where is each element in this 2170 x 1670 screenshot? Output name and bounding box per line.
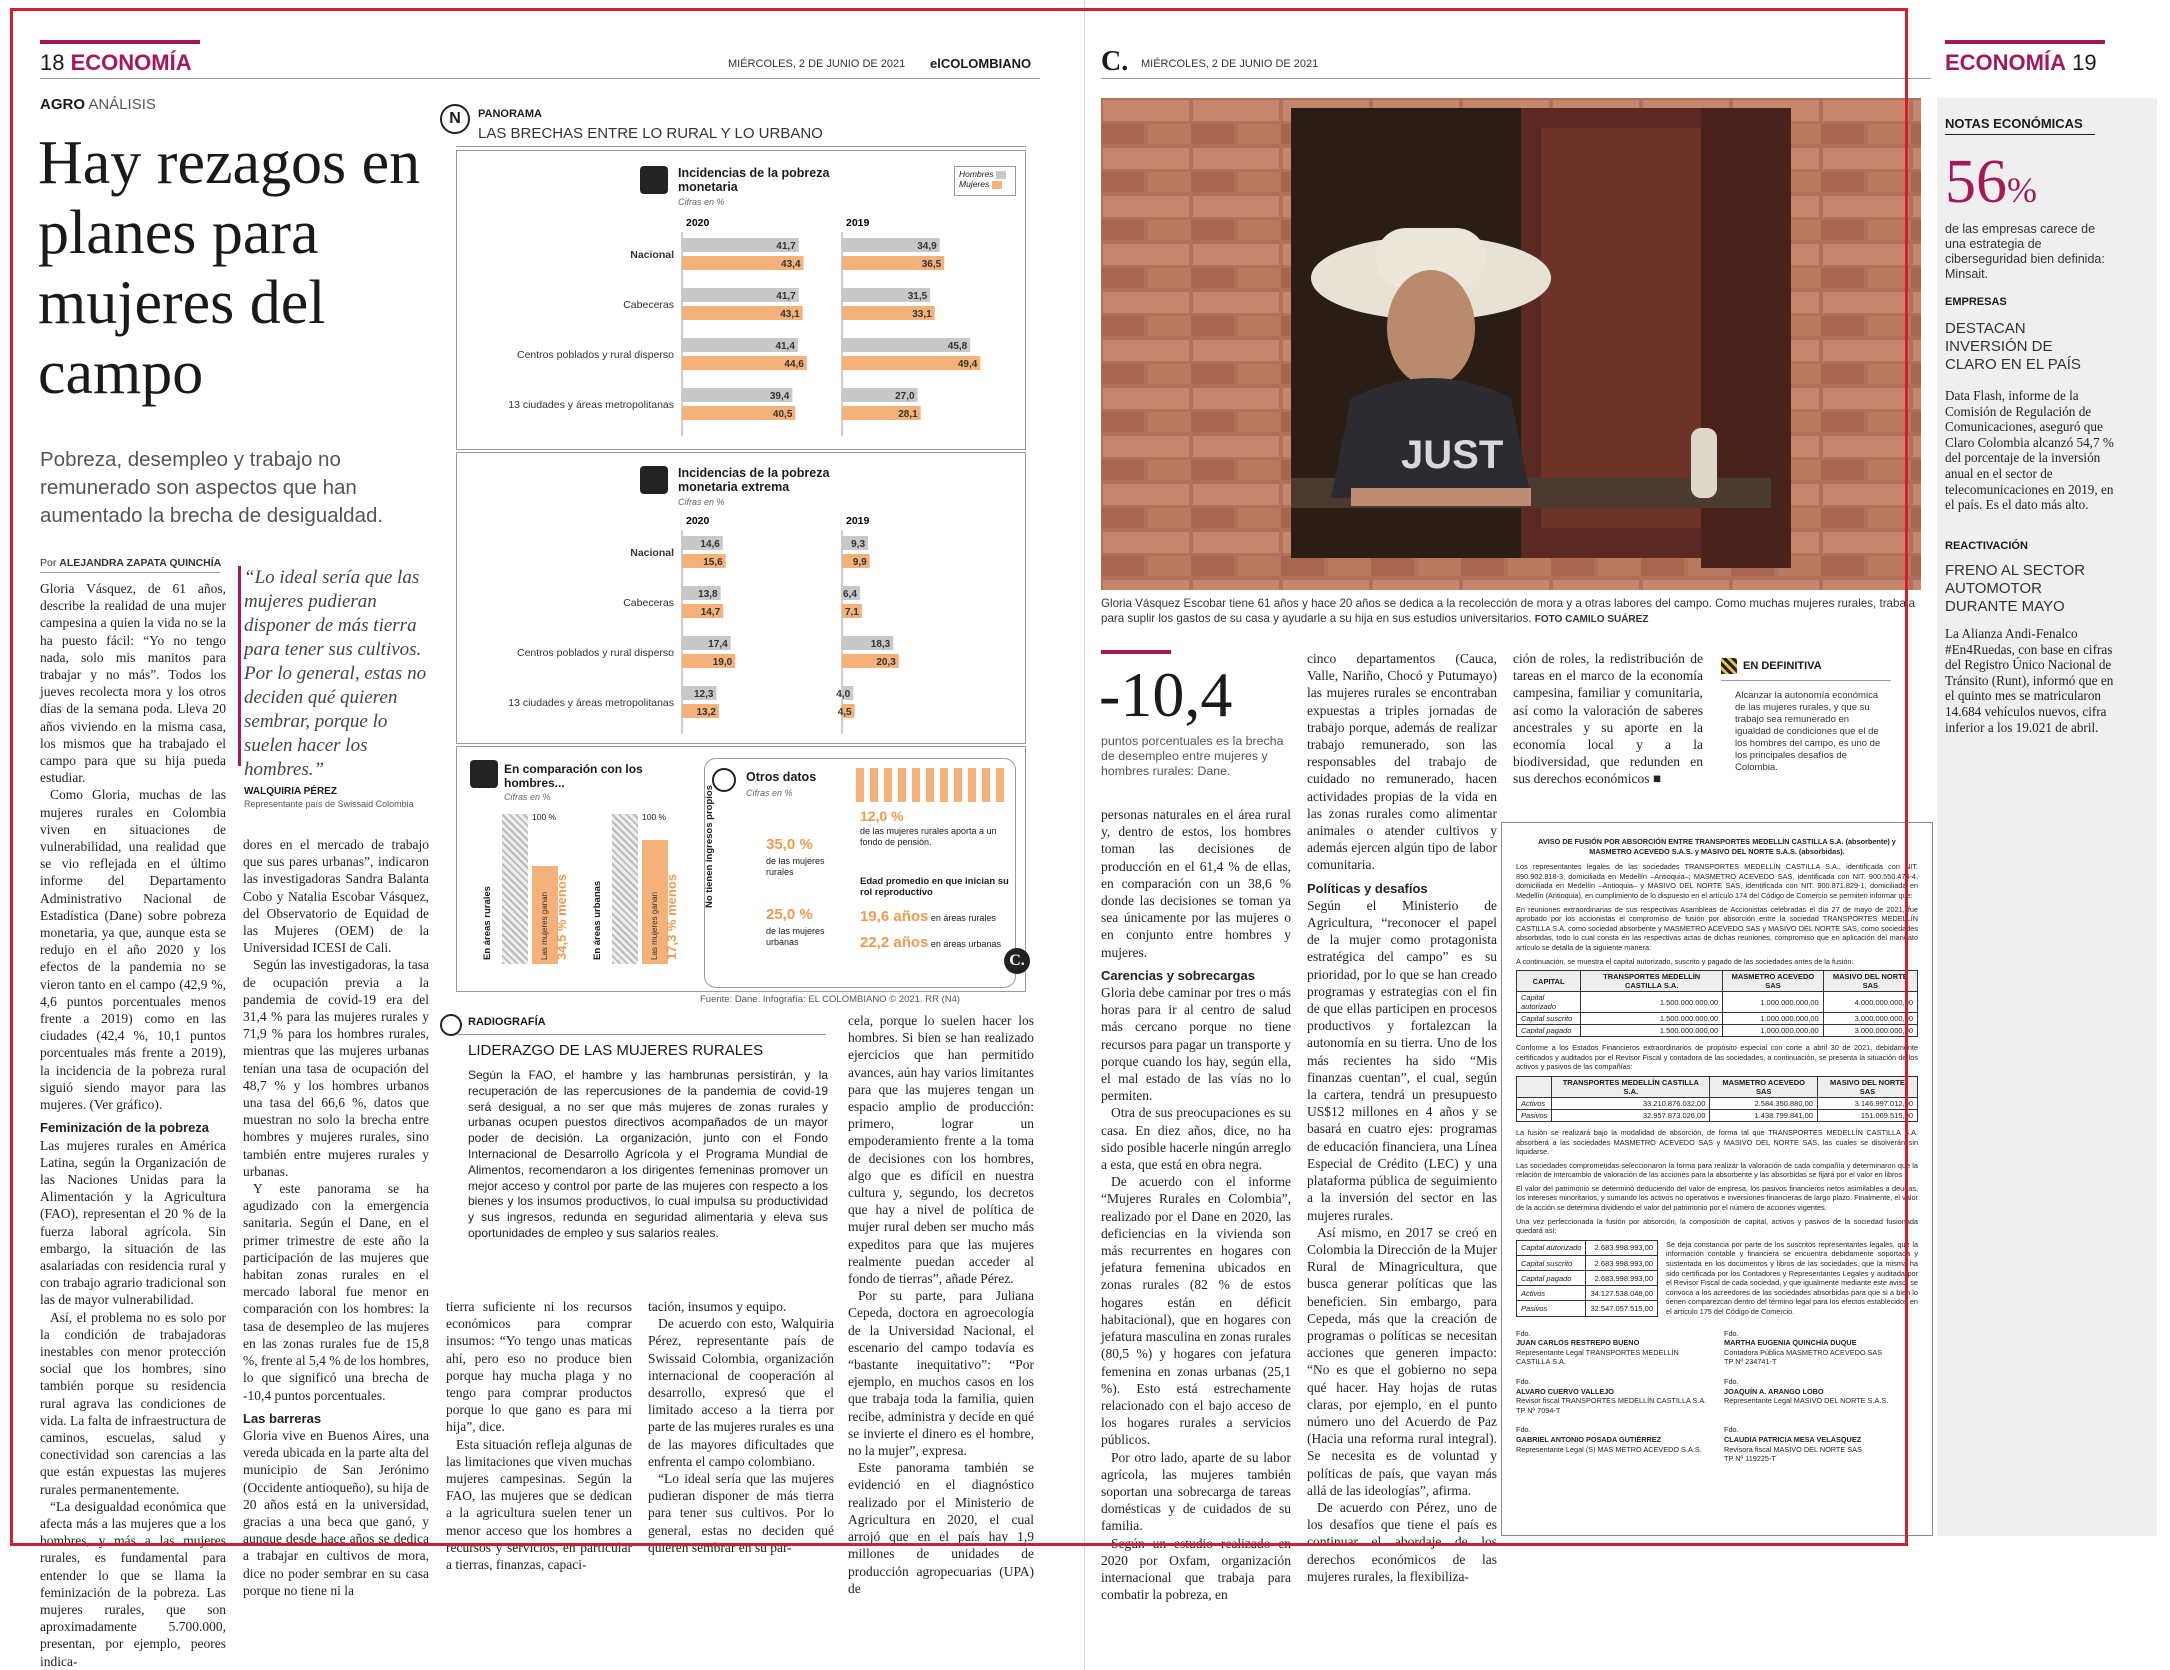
notice-paragraph: Conforme a los Estados Financieros extraordinarios de propósito especial con corte a abril 30 de 2021, debidamente certificados y auditados por el Revisor Fiscal y contadora de las sociedades, a continuación, se presenta la situación de los activos y pasivos de las compañías: [1516, 1043, 1918, 1072]
signature-block [1516, 1425, 1710, 1463]
signature-role: Representante Legal (S) MAS METRO ACEVEDO S.A.S. [1516, 1444, 1702, 1454]
table-cell: 2.584.350.880,00 [1710, 1097, 1818, 1109]
sidebar-big-text: de las empresas carece de una estrategia de ciberseguridad bien definida: Minsait. [1945, 222, 2105, 281]
bar-value: 41,4 [775, 341, 795, 352]
pension-label: de las mujeres rurales aporta a un fondo de pensión. [860, 826, 997, 847]
table-header: MASMETRO ACEVEDO SAS [1723, 971, 1823, 992]
table-cell: Pasivos [1517, 1109, 1552, 1121]
paragraph: “Lo ideal sería que las mujeres pudieran disponer de más tierra para tener sus cultivos. Por lo general, estas no deciden qué quieren sembrar en su par- [648, 1471, 834, 1555]
paragraph: Otra de sus preocupaciones es su casa. En diez años, dice, no ha sido posible hacerle ningún arreglo a esta, que está en obra negra. [1101, 1105, 1291, 1173]
bar-value: 39,4 [769, 391, 790, 402]
compare-title: En comparación con los hombres... [504, 762, 643, 790]
notice-title: AVISO DE FUSIÓN POR ABSORCIÓN ENTRE TRANSPORTES MEDELLÍN CASTILLA S.A. (absorbente) y MASMETRO ACEVEDO S.A.S. y MASIVO DEL NORTE S.A.S. (absorbidas). [1538, 837, 1896, 856]
subhead: Feminización de la pobreza [40, 1120, 210, 1136]
table-cell: Capital suscrito [1517, 1255, 1586, 1270]
legend-women: Mujeres [959, 179, 990, 189]
info-kicker: PANORAMA [478, 108, 542, 120]
table-cell: Capital pagado [1517, 1271, 1586, 1286]
table-cell: 2.683.998.993,00 [1586, 1271, 1658, 1286]
paragraph: personas naturales en el área rural y, dentro de estos, los hombres toman las decisiones de producción en el 61,4 % de ellas, en comparación con un 38,6 % donde las decisiones se toman ya sea únicamente por las mujeres o en conjunto entre hombres y mujeres. [1101, 807, 1291, 960]
table-header: MASIVO DEL NORTE SAS [1817, 1076, 1917, 1097]
panorama-icon: N [440, 104, 470, 134]
compare-base-label: 100 % [642, 812, 667, 822]
bar-value: 33,1 [912, 309, 932, 320]
table-header: MASIVO DEL NORTE SAS [1823, 971, 1917, 992]
deck: Pobreza, desempleo y trabajo no remunerado son aspectos que han aumentado la brecha de desigualdad. [40, 448, 384, 527]
pull-quote: “Lo ideal sería que las mujeres pudieran disponer de más tierra para tener sus cultivos. Por lo general, estas no deciden qué quieren sembrar, porque lo suelen hacer los hombres.” [244, 567, 427, 780]
article-column-3 [446, 1298, 632, 1573]
bar-value: 7,1 [844, 607, 859, 618]
category-label: Centros poblados y rural disperso [517, 647, 674, 659]
chart2-unit: Cifras en % [678, 497, 725, 507]
table-cell: Activos [1517, 1097, 1552, 1109]
legend-swatch-men [996, 171, 1006, 179]
sidebar-title: NOTAS ECONÓMICAS [1945, 116, 2083, 131]
compare-item [480, 814, 570, 964]
compare-item [590, 814, 680, 964]
subhead: Políticas y desafíos [1307, 880, 1428, 896]
table-row [1517, 1286, 1658, 1301]
table-row [1517, 1271, 1658, 1286]
table-cell: Capital autorizado [1517, 1240, 1586, 1255]
sidebar-s2-title: FRENO AL SECTOR AUTOMOTOR DURANTE MAYO [1945, 562, 2086, 615]
signature-name: JOAQUÍN A. ARANGO LOBO [1724, 1386, 1824, 1396]
bar-value: 43,4 [781, 259, 801, 270]
table-header: TRANSPORTES MEDELLÍN CASTILLA S.A. [1581, 971, 1723, 992]
merged-table [1516, 1240, 1658, 1317]
chart2-title: Incidencias de la pobreza monetaria extrema [678, 466, 830, 494]
article-column-b [1307, 650, 1497, 1584]
table-row [1517, 1025, 1918, 1037]
page-number-right: ECONOMÍA 19 [1945, 50, 2097, 75]
pension-value: 12,0 % [860, 808, 904, 824]
signature-role: Representante Legal MASIVO DEL NORTE S.A.S. [1724, 1396, 1889, 1406]
bar-value: 41,7 [776, 241, 796, 252]
subhead: Carencias y sobrecargas [1101, 967, 1255, 983]
table-cell: Pasivos [1517, 1301, 1586, 1316]
chart-poverty [456, 214, 1026, 444]
info-title: LAS BRECHAS ENTRE LO RURAL Y LO URBANO [478, 125, 823, 142]
table-cell: 1.000.000.000,00 [1723, 1025, 1823, 1037]
paragraph: Gloria Vásquez, de 61 años, describe la realidad de una mujer campesina a quien la vida no se la ha puesto fácil: “Yo no tengo nada, solo mis manitos para trabajar y no más”. Todos los jueves recolecta mora y los otros días de la semana poda. Lleva 20 años viviendo en la misma casa, los mismos que ha trabajado el campo para que su hija pueda estudiar. [40, 581, 226, 786]
bar-value: 9,9 [852, 557, 867, 568]
table-cell: 1.000.000.000,00 [1723, 1013, 1823, 1025]
signature-name: GABRIEL ANTONIO POSADA GUTIÉRREZ [1516, 1434, 1662, 1444]
bar-value: 12,3 [693, 689, 714, 700]
table-cell: 32.957.873.026,00 [1552, 1109, 1710, 1121]
otros-unit: Cifras en % [746, 788, 793, 798]
signature-block [1724, 1377, 1918, 1415]
category-label: Cabeceras [623, 299, 674, 311]
shirt-text: JUST [1401, 433, 1504, 477]
bar-value: 13,8 [698, 589, 718, 600]
men-women-icon [470, 760, 498, 788]
radio-text: Según la FAO, el hambre y las hambrunas persistirán, y la recuperación de las repercusiones de la pandemia de covid-19 será desigual, a no ser que más mujeres de zonas rurales y urbanas ocupen puestos directivos acompañados de un mayor poder de decisión. La organización, junto con el Fondo Internacional de Desarrollo Agrícola y el Programa Mundial de Alimentos, recomendaron a los dirigentes femeninas promover un mejor acceso y control por parte de las mujeres con respecto a los bienes y los insumos productivos, lo cual impulsa su productividad y sus ingresos, redunda en seguridad alimentaria y eleva sus oportunidades de empleo y sus salarios reales. [468, 1068, 828, 1240]
quote-author: WALQUIRIA PÉREZ [244, 786, 337, 797]
paragraph: tación, insumos y equipo. [648, 1299, 787, 1314]
paragraph: Gloria debe caminar por tres o más horas para ir al centro de salud más cercano porque no tiene recursos para pagar un transporte y porque cuando los hay, según ella, el mal estado de las vías no lo permiten. [1101, 985, 1291, 1104]
quote-role: Representante país de Swissaid Colombia [244, 799, 414, 809]
table-cell: 1.500.000.000,00 [1581, 1025, 1723, 1037]
compare-area-label: En áreas urbanas [592, 880, 603, 960]
brand-c-icon: C. [1101, 46, 1129, 77]
signature-role: Revisor fiscal TRANSPORTES MEDELLÍN CASTILLA S.A. [1516, 1396, 1707, 1406]
table-cell: 4.000.000.000,00 [1823, 992, 1917, 1013]
signature-name: ALVARO CUERVO VALLEJO [1516, 1386, 1614, 1396]
signature-tp: TP Nº 119225-T [1724, 1454, 1776, 1464]
bar-value: 36,5 [921, 259, 942, 270]
notice-paragraph: En reuniones extraordinarias de sus respectivas Asambleas de Accionistas celebradas el día 27 de mayo de 2021, fue aprobado por los accionistas el compromiso de fusión por absorción entre la sociedad TRANSPORTES MEDELLÍN CASTILLA S.A. como sociedad absorbente y MASMETRO ACEVEDO SAS y MASIVO DEL NORTE SAS, como sociedades absorbidas, todo lo cual consta en las respectivas actas de dichas reuniones, compromiso que en aplicación del mandato artículo se detalla de la siguiente manera: [1516, 904, 1918, 952]
bar-value: 18,3 [870, 639, 891, 650]
women-figures-icon [856, 768, 1006, 802]
page-date-right: MIÉRCOLES, 2 DE JUNIO DE 2021 [1141, 58, 1319, 70]
sidebar-s1-title: DESTACAN INVERSIÓN DE CLARO EN EL PAÍS [1945, 320, 2081, 373]
table-cell: Capital pagado [1517, 1025, 1581, 1037]
quote-rule [238, 566, 241, 766]
paragraph: Según el Ministerio de Agricultura, “reconocer el papel de la mujer como protagonista estratégica del campo” es su prioridad, por lo que se han creado programas y estrategias con el fin de que ellas participen en procesos productivos y fortalezcan la autonomía en su tierra. Uno de los más recientes ha sido “Mis finanzas cuentan”, el cual, según la cartera, tendrá un presupuesto US$12 millones en 4 años y se basará en cuatro ejes: programas de educación financiera, una Línea Especial de Crédito (LEC) y una plataforma pública de seguimiento a la inversión del sector en las mujeres rurales. [1307, 897, 1497, 1223]
assets-table [1516, 1076, 1918, 1122]
bar-value: 27,0 [895, 391, 915, 402]
signature-fdo: Fdo. [1516, 1328, 1531, 1338]
sidebar-s1-text: Data Flash, informe de la Comisión de Regulación de Comunicaciones, aseguró que Claro Colombia alcanzó 54,7 % del porcentaje de la inversión anual en el sector de telecomunicaciones en 2019, en el país. Es el dato más alto. [1945, 388, 2114, 513]
bar-value: 49,4 [957, 359, 978, 370]
sidebar [1937, 98, 2157, 1536]
year-label: 2020 [686, 515, 710, 527]
page-date: MIÉRCOLES, 2 DE JUNIO DE 2021 [728, 58, 906, 70]
rural-value: 35,0 % [766, 836, 813, 853]
paragraph: “La desigualdad económica que afecta más a las mujeres que a los hombres, y más a las mujeres rurales, es fundamental para entender lo que se llama la feminización de la pobreza. Las mujeres rurales, que son aproximadamente 5.700.000, presentan, por ejemplo, peores indica- [40, 1498, 226, 1669]
table-row [1517, 992, 1918, 1013]
signature-block [1516, 1377, 1710, 1415]
bar-value: 41,7 [776, 291, 796, 302]
chart1-title: Incidencias de la pobreza monetaria [678, 166, 830, 194]
bar-value: 45,8 [947, 341, 968, 352]
legend [954, 166, 1016, 196]
notice-paragraph: Los representantes legales de las sociedades TRANSPORTES MEDELLÍN CASTILLA S.A., identificada con NIT. 890.902.818-3, domiciliada en Medellín –Antioquia–; MASMETRO ACEVEDO SAS, identificada con NIT. 900.550.474-4, domiciliada en Medellín –Antioquia– y MASIVO DEL NORTE SAS, identificada con NIT. 900.871.829-1, domiciliada en Medellín (Antioquia), en cumplimiento de lo dispuesto en el artículo 174 del Código de Comercio se permiten informar que: [1516, 862, 1918, 900]
bar-value: 28,1 [898, 409, 918, 420]
bar-value: 31,5 [907, 291, 928, 302]
byline: Por ALEJANDRA ZAPATA QUINCHÍA [40, 557, 222, 569]
extreme-poverty-icon [640, 466, 668, 494]
paragraph: tierra suficiente ni los recursos económicos para comprar insumos: “Yo tengo unas maticas ahí, pero eso no produce bien porque hay mucha plaga y no tengo para comprar productos porque lo que gano es para mi hija”, dice. [446, 1299, 632, 1435]
compare-bar-men [502, 814, 528, 964]
compare-area-label: En áreas rurales [482, 886, 493, 960]
sidebar-big-value: 56% [1945, 148, 2037, 216]
category-label: Centros poblados y rural disperso [517, 349, 674, 361]
bar-value: 17,4 [708, 639, 728, 650]
notice-paragraph: Las sociedades comprometidas seleccionaron la forma para realizar la valoración de cada compañía y determinaron que la relación de intercambio de valoración de las acciones para la absorbente y las absorbidas se fijará por el valor en libros [1516, 1160, 1918, 1180]
signature-role: Revisora fiscal MASIVO DEL NORTE SAS [1724, 1444, 1862, 1454]
table-cell: 1.438.799.841,00 [1710, 1109, 1818, 1121]
big-number: -10,4 [1099, 659, 1233, 730]
table-header: CAPITAL [1517, 971, 1581, 992]
year-label: 2019 [846, 217, 870, 229]
radio-kicker: RADIOGRAFÍA [468, 1016, 546, 1028]
paragraph: De acuerdo con el informe “Mujeres Rurales en Colombia”, realizado por el Dane en 2020, las deficiencias en la vivienda son más recurrentes en hogares con jefatura femenina ubicados en zonas rurales (82 % de estos hogares están en déficit habitacional), que en hogares con jefatura masculina en zonas rurales (80,5 %) y hogares con jefatura femenina en zonas urbanas (25,1 %). Esto está estrechamente relacionado con el bajo acceso de los hogares rurales a servicios públicos. [1101, 1174, 1291, 1448]
compare-women-label: Las mujeres ganan [650, 891, 659, 960]
signature-name: MARTHA EUGENIA QUINCHÍA DUQUE [1724, 1338, 1857, 1348]
compare-value: 34,5 % menos [554, 874, 569, 960]
sidebar-s2-kicker: REACTIVACIÓN [1945, 540, 2028, 552]
signatures [1516, 1329, 1918, 1464]
signature-fdo: Fdo. [1516, 1425, 1531, 1435]
compare-unit: Cifras en % [504, 792, 551, 802]
bar-value: 44,6 [784, 359, 804, 370]
urban-value: 25,0 % [766, 906, 813, 923]
year-label: 2019 [846, 515, 870, 527]
signature-fdo: Fdo. [1516, 1376, 1531, 1386]
paragraph: Según las investigadoras, la tasa de ocupación previa a la pandemia de covid-19 era del 31,4 % para las mujeres rurales y 71,9 % para los hombres rurales, mientras que las mujeres urbanas tenían una tasa de ocupación del 48,7 % y los hombres urbanos una tasa del 66,6 %, datos que muestran no solo la brecha entre hombres y mujeres rurales, sino también entre mujeres rurales y urbanas. [243, 957, 429, 1179]
table-cell: 2.683.998.993,00 [1586, 1240, 1658, 1255]
sidebar-s2-text: La Alianza Andi-Fenalco #En4Ruedas, con base en cifras del Registro Único Nacional de Tránsito (Runt), informó que en el quinto mes se matricularon 14.684 vehículos nuevos, cifra inferior a los 19.021 de abril. [1945, 626, 2114, 735]
bar-value: 15,6 [703, 557, 723, 568]
bar-value: 4,0 [836, 689, 851, 700]
age-urban: 22,2 años en áreas urbanas [860, 934, 1001, 951]
definitiva-title: EN DEFINITIVA [1743, 660, 1822, 672]
table-cell: 3.000.000.000,00 [1823, 1025, 1917, 1037]
signature-fdo: Fdo. [1724, 1328, 1739, 1338]
poverty-icon [640, 166, 668, 194]
signature-tp: TP Nº 7094-T [1516, 1405, 1561, 1415]
paragraph: dores en el mercado de trabajo que sus pares urbanas”, indicaron las investigadoras Sandra Balanta Cobo y Natalia Escobar Vásquez, del Observatorio de Equidad de las Mujeres (OEM) de la Universidad ICESI de Cali. [243, 837, 429, 956]
bar-value: 19,0 [712, 657, 733, 668]
right-page [1085, 0, 2170, 1670]
table-row [1517, 1255, 1658, 1270]
table-cell: 3.146.997.012,00 [1817, 1097, 1917, 1109]
table-cell: Capital suscrito [1517, 1013, 1581, 1025]
signature-name: JUAN CARLOS RESTREPO BUENO [1516, 1338, 1640, 1348]
table-cell: 3.000.000.000,00 [1823, 1013, 1917, 1025]
compare-value: 17,3 % menos [664, 874, 679, 960]
age-title: Edad promedio en que inician su rol reproductivo [860, 876, 1009, 898]
bar-value: 34,9 [917, 241, 937, 252]
bar-value: 20,3 [876, 657, 896, 668]
paragraph: Este panorama también se evidenció en el diagnóstico realizado por el Ministerio de Agricultura en 2020, el cual arrojó que en el país hay 1,9 millones de unidades de producción agropecuarias (UPA) de [848, 1460, 1034, 1596]
table-cell: 1.000.000.000,00 [1723, 992, 1823, 1013]
paragraph: ción de roles, la redistribución de tareas en el marco de la economía campesina, familiar y comunitaria, así como la valoración de saberes ancestrales y su aporte en la economía local y a la biodiversidad, que redunden en sus derechos económicos ■ [1513, 651, 1703, 787]
signature-role: Representante Legal TRANSPORTES MEDELLÍN CASTILLA S.A. [1516, 1347, 1679, 1367]
big-number-caption: puntos porcentuales es la brecha de desempleo entre mujeres y hombres rurales: Dane. [1101, 734, 1284, 778]
category-label: Nacional [630, 547, 674, 559]
signature-block [1516, 1329, 1710, 1367]
paragraph: Y este panorama se ha agudizado con la emergencia sanitaria. Según el Dane, en el primer trimestre de este año la participación de las mujeres que habitan zonas rurales en el mercado laboral fue menor en comparación con los hombres: la tasa de desempleo de las mujeres en las zonas rurales fue de 15,8 %, frente al 5,4 % de los hombres, lo que significó una brecha de -10,4 puntos porcentuales. [243, 1181, 429, 1403]
paragraph: Esta situación refleja algunas de las limitaciones que viven muchas mujeres campesinas. Según la FAO, las mujeres que se dedican a la agricultura suelen tener un menor acceso que los hombres a recursos y servicios, en particular a tierras, finanzas, capaci- [446, 1436, 632, 1573]
article-column-2 [243, 836, 429, 1598]
table-cell: Activos [1517, 1286, 1586, 1301]
paragraph: Así, el problema no es solo por la condición de trabajadoras inestables con menor protección social que los hombres, sino también porque su residencia rural agrava las condiciones de vida. La falta de infraestructura de caminos, escuelas, salud y conectividad son carencias a las que están expuestas las mujeres rurales permanentemente. [40, 1309, 226, 1497]
radiografia-icon [440, 1014, 462, 1036]
signature-block [1724, 1425, 1918, 1463]
bar-value: 6,4 [843, 589, 857, 600]
category-label: Cabeceras [623, 597, 674, 609]
elcolombiano-c-icon: C. [1004, 948, 1030, 974]
article-column-a [1101, 806, 1291, 1603]
table-row [1517, 1097, 1918, 1109]
paragraph: Gloria vive en Buenos Aires, una vereda ubicada en la parte alta del municipio de San Jerónimo (Occidente antioqueño), su hija de 20 años está en la universidad, gracias a una beca que ganó, y aunque desde hace años se dedica a trabajar en cultivos de mora, dice no poder sembrar en su casa porque no tiene ni la [243, 1427, 429, 1598]
notice-paragraph: La fusión se realizará bajo la modalidad de absorción, de forma tal que TRANSPORTES MEDELLÍN CASTILLA S.A. absorberá a las sociedades MASMETRO ACEVEDO SAS y MASIVO DEL NORTE SAS, las cuales se disolverán sin liquidarse. [1516, 1127, 1918, 1157]
category-label: 13 ciudades y áreas metropolitanas [508, 697, 674, 709]
paragraph: cela, porque lo suelen hacer los hombres. Si bien se han realizado ejercicios que han permitido avances, aún hay varios limitantes para que las mujeres tengan un espacio amplio de producción: primero, lograr un empoderamiento frente a la toma de decisiones con los hombres, algo que es difícil en nuestra cultura y, segundo, los decretos que hay a nivel de política de mujer rural deben ser mucho más expeditos para que las mujeres realmente puedan acceder al fondo de tierras”, añade Pérez. [848, 1013, 1034, 1287]
brand-logo: elCOLOMBIANO [930, 56, 1032, 71]
table-row [1517, 1240, 1658, 1255]
bar-value: 40,5 [772, 409, 793, 420]
headline: Hay rezagos en planes para mujeres del campo [38, 129, 421, 407]
paragraph: De acuerdo con esto, Walquiria Pérez, representante país de Swissaid Colombia, organización internacional de cooperación al desarrollo, expresó que el limitado acceso a la tierra por parte de las mujeres rurales es una de las mayores dificultades que enfrenta el campo colombiano. [648, 1316, 834, 1469]
age-rural: 19,6 años en áreas rurales [860, 908, 996, 925]
signature-fdo: Fdo. [1724, 1425, 1739, 1435]
article-column-5 [848, 1012, 1034, 1596]
bar-value: 14,6 [700, 539, 720, 550]
table-row [1517, 1109, 1918, 1121]
signature-block [1724, 1329, 1918, 1367]
table-cell: 2.683.998.993,00 [1586, 1255, 1658, 1270]
table-header: TRANSPORTES MEDELLÍN CASTILLA S.A. [1552, 1076, 1710, 1097]
bar-value: 9,3 [851, 539, 866, 550]
compare-women-label: Las mujeres ganan [540, 891, 549, 960]
chart-extreme-poverty [456, 512, 1026, 740]
page-number-left: 18 ECONOMÍA [40, 50, 192, 75]
bar-value: 4,5 [837, 707, 852, 718]
legal-notice [1501, 822, 1933, 1536]
table-cell: 33.210.876.032,00 [1552, 1097, 1710, 1109]
category-label: 13 ciudades y áreas metropolitanas [508, 399, 674, 411]
paragraph: Las mujeres rurales en América Latina, según la Organización de las Naciones Unidas para la Alimentación y la Agricultura (FAO), representan el 20 % de la fuerza laboral agrícola. Sin embargo, la situación de las asalariadas con residencia rural y con trabajo agrario tradicional son las de mayor vulnerabilidad. [40, 1137, 226, 1308]
table-row [1517, 1013, 1918, 1025]
notice-paragraph: Se deja constancia por parte de los suscritos representantes legales, que la información contable y financiera se encuentra debidamente soportada y sustentada en los documentos y libros de las sociedades, que la misma ha sido certificada por los Contadores y Representantes Legales y auditada por el Revisor Fiscal de cada sociedad, y que igualmente mediante este aviso, se convoca a los acreedores de las sociedades absorbidas para que si a bien lo tienen comparezcan dentro del término legal para los efectos establecidos en el artículo 175 del Código de Comercio. [1666, 1239, 1918, 1316]
photo-woman-window [1101, 98, 1921, 590]
compare-base-label: 100 % [532, 812, 557, 822]
paragraph: Por otro lado, aparte de su labor agrícola, las mujeres también soportan una sobrecarga de tareas domésticas y de cuidados de su familia. [1101, 1449, 1291, 1534]
capital-table [1516, 970, 1918, 1037]
paragraph: Como Gloria, muchas de las mujeres rurales en Colombia viven en situaciones de vulnerabilidad, una realidad que se vio reflejada en el último informe del Departamento Administrativo Nacional de Estadística (Dane) sobre pobreza monetaria, ya que, aunque esta se redujo en el año 2020 y los efectos de la pandemia no se vieron tanto en el campo (42,9 %, 4,6 puntos porcentuales menos frente a 2019) como en las ciudades (42,4 %, 10,1 puntos porcentuales más frente a 2019), la incidencia de la pobreza rural siguió siendo mayor para las mujeres. (Ver gráfico). [40, 787, 226, 1113]
bar-value: 13,2 [696, 707, 716, 718]
sidebar-s1-kicker: EMPRESAS [1945, 296, 2007, 308]
table-row [1517, 1301, 1658, 1316]
signature-tp: TP Nº 234741-T [1724, 1357, 1777, 1367]
definitiva-icon [1721, 658, 1737, 674]
bar-value: 43,1 [780, 309, 800, 320]
definitiva-text: Alcanzar la autonomía económica de las mujeres rurales, y que su trabajo sea remunerado en igualdad de condiciones que el de los hombres del campo, es uno de los principales desafíos de Colombia. [1735, 690, 1881, 773]
table-cell: 34.127.538.048,00 [1586, 1286, 1658, 1301]
table-cell: 151.069.515,00 [1817, 1109, 1917, 1121]
compare-bar-men [612, 814, 638, 964]
table-header: MASMETRO ACEVEDO SAS [1710, 1076, 1818, 1097]
paragraph: cinco departamentos (Cauca, Valle, Nariño, Chocó y Putumayo) las mujeres rurales se encontraban expuestas a triples jornadas de trabajo porque, además de realizar trabajo remunerado, son las responsables del trabajo de cuidado no remunerado, hacen actividades propias de la vida en las zonas rurales como alimentar animales o atender cultivos y además ejercen algún tipo de labor comunitaria. [1307, 651, 1497, 873]
table-cell: 1.500.000.000,00 [1581, 1013, 1723, 1025]
otros-title: Otros datos [746, 770, 817, 784]
photo-caption: Gloria Vásquez Escobar tiene 61 años y hace 20 años se dedica a la recolección de mora y a otras labores del campo. Como muchas mujeres rurales, trabaja para suplir los gastos de su casa y ayudarle a su hija en sus estudios universitarios. FOTO CAMILO SUÁREZ [1101, 597, 1915, 625]
otros-side-label: No tienen ingresos propios [704, 785, 715, 908]
article-column-1 [40, 580, 226, 1669]
article-column-c [1513, 650, 1703, 787]
article-column-4 [648, 1298, 834, 1555]
kicker: AGRO ANÁLISIS [40, 96, 156, 113]
info-source: Fuente: Dane. Infografía: EL COLOMBIANO © 2021. RR (N4) [700, 994, 961, 1005]
rural-label: de las mujeres rurales [766, 856, 825, 877]
paragraph: Según un estudio realizado en 2020 por Oxfam, organización internacional que trabaja para combatir la pobreza, en [1101, 1535, 1291, 1603]
bar-value: 14,7 [700, 607, 721, 618]
urban-label: de las mujeres urbanas [766, 926, 825, 947]
table-cell: 1.500.000.000,00 [1581, 992, 1723, 1013]
chart1-unit: Cifras en % [678, 197, 725, 207]
notice-paragraph: El valor del patrimonio se determinó deduciendo del valor de empresa, los pasivos financieros netos asimilables a deudas, los intereses minoritarios, y sumando los activos no operativos e inversiones financieras de largo plazo. Finalmente, el valor de la acción se determina dividiendo el valor del patrimonio por el número de acciones vigentes. [1516, 1183, 1918, 1213]
radio-title: LIDERAZGO DE LAS MUJERES RURALES [468, 1042, 764, 1059]
notice-paragraph: A continuación, se muestra el capital autorizado, suscrito y pagado de las sociedades antes de la fusión: [1516, 956, 1854, 966]
table-cell: Capital autorizado [1517, 992, 1581, 1013]
signature-role: Contadora Pública MASMETRO ACEVEDO SAS [1724, 1347, 1883, 1357]
category-label: Nacional [630, 249, 674, 261]
paragraph: Por su parte, para Juliana Cepeda, doctora en agroecología de la Universidad Nacional, el escenario del campo todavía es “bastante inequitativo”: “Por ejemplo, en muchos casos en los que trabaja toda la familia, quien recibe, administra y decide en qué se invierte el dinero es el hombre, no la mujer”, expresa. [848, 1288, 1034, 1459]
legend-men: Hombres [959, 169, 994, 179]
paragraph: De acuerdo con Pérez, uno de los desafíos que tiene el país es continuar el abordaje de los derechos económicos de las mujeres rurales, la flexibiliza- [1307, 1499, 1497, 1584]
signature-name: CLAUDIA PATRICIA MESA VELÁSQUEZ [1724, 1434, 1862, 1444]
section-rule-right [1945, 40, 2105, 44]
notice-paragraph: Una vez perfeccionada la fusión por absorción, la composición de capital, activos y pasivos de la sociedad fusionada quedará así: [1516, 1216, 1918, 1236]
year-label: 2020 [686, 217, 710, 229]
paragraph: Así mismo, en 2017 se creó en Colombia la Dirección de la Mujer Rural de Minagricultura, que busca generar políticas que las beneficien. Sin embargo, para Cepeda, más que la creación de programas o políticas se necesitan acciones que generen impacto: “No es que el gobierno no sepa qué hacer. Hay hojas de rutas claras, por ejemplo, en el punto número uno del Acuerdo de Paz (Hacia una reforma rural integral). Se necesita es de voluntad y políticas de país, que vayan más allá de las ideologías”, afirma. [1307, 1224, 1497, 1498]
table-header [1517, 1076, 1552, 1097]
signature-fdo: Fdo. [1724, 1376, 1739, 1386]
subhead: Las barreras [243, 1410, 322, 1426]
table-cell: 32.547.057.515,00 [1586, 1301, 1658, 1316]
legend-swatch-women [992, 181, 1002, 189]
section-rule [40, 40, 200, 44]
